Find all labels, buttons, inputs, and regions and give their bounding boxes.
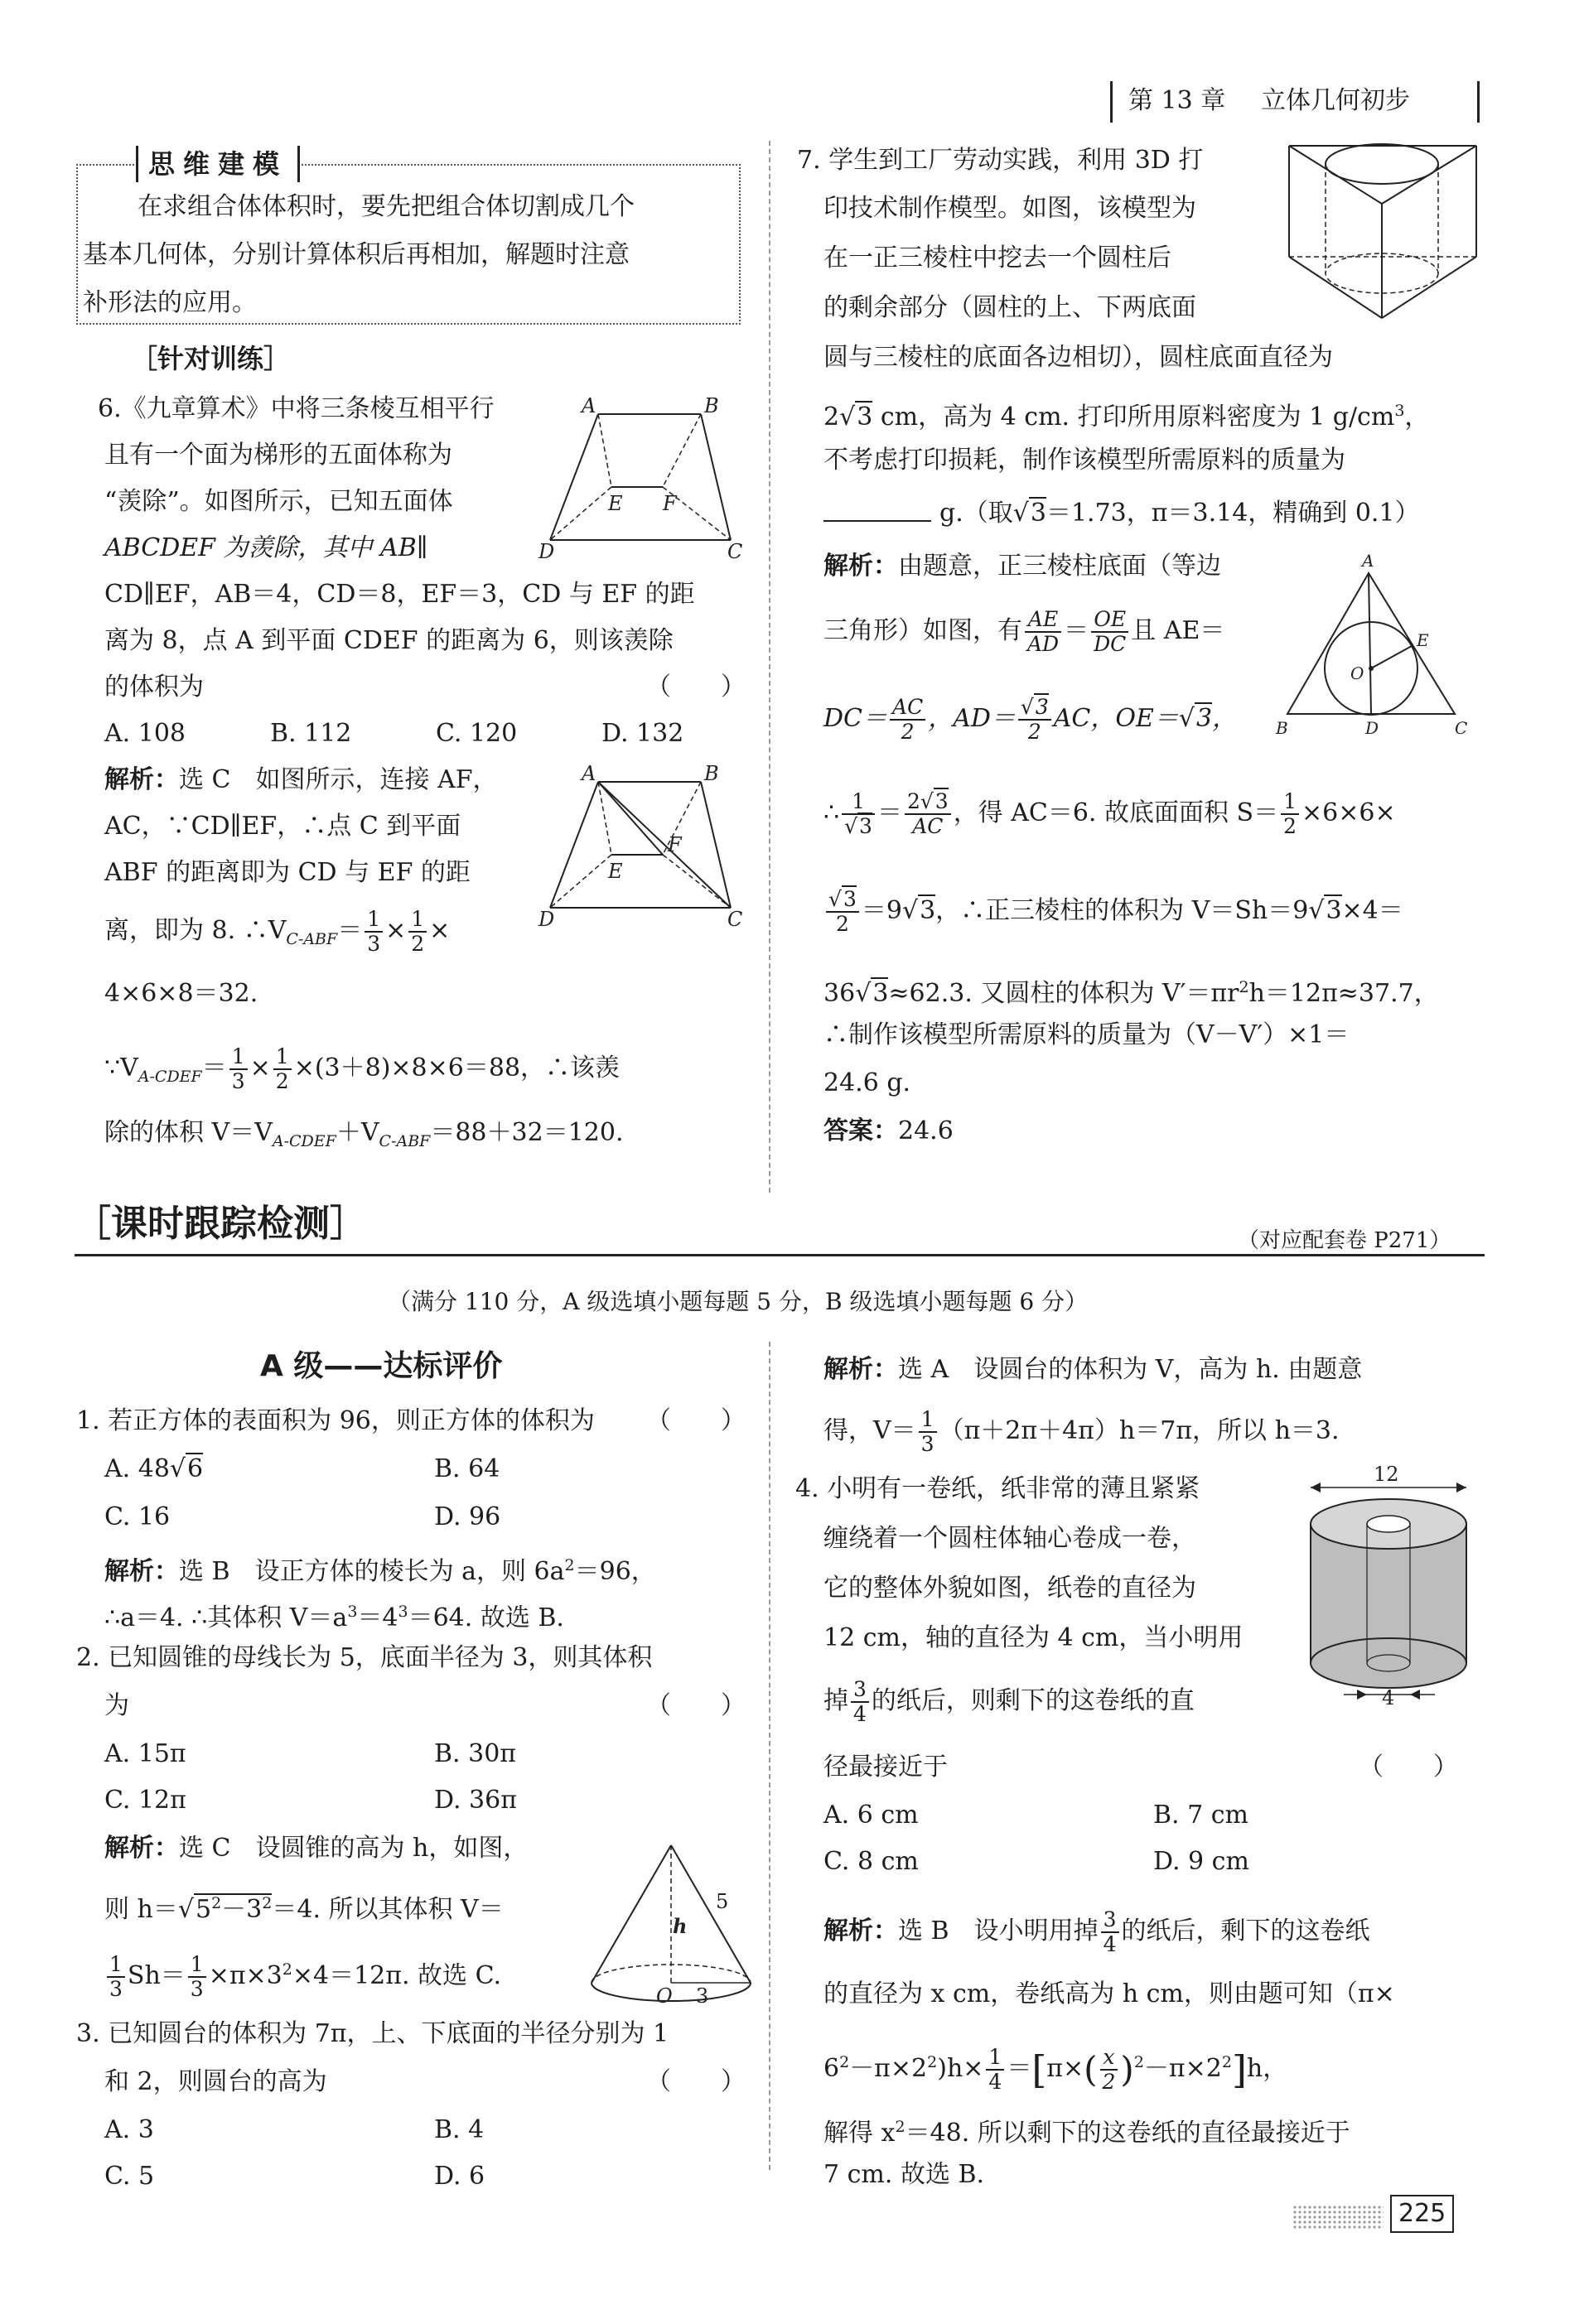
q1-option-c[interactable]: C. 16 bbox=[104, 1502, 171, 1531]
header-title: 立体几何初步 bbox=[1261, 86, 1410, 115]
q6-fig1-label-b: B bbox=[704, 394, 719, 417]
page-number: 225 bbox=[1390, 2195, 1454, 2233]
q1-analysis-label: 解析： bbox=[104, 1557, 179, 1586]
q2-option-d[interactable]: D. 36π bbox=[434, 1786, 517, 1815]
q3-stem-line-1: 3. 已知圆台的体积为 7π，上、下底面的半径分别为 1 bbox=[76, 2019, 669, 2048]
q7-analysis-line-7: ∴制作该模型所需原料的质量为（V－V′）×1＝ bbox=[823, 1020, 1350, 1049]
q2-analysis-line-3: $\frac{1}{3}$ Sh＝ $\frac{1}{3}$ $\times\pi\times 3^2\times 4=12\pi$. 故选 C. bbox=[104, 1946, 501, 2001]
q7-line-6: 2√3 cm，高为 4 cm. 打印所用原料密度为 1 $g/cm^3$， bbox=[823, 402, 1430, 432]
q7-analysis-line-3: DC＝ $\frac{AC}{2}$ ，AD＝ $\frac{√3}{2}$ AC，OE＝√3， bbox=[823, 695, 1238, 744]
q6-fig2-label-d: D bbox=[538, 908, 555, 931]
q6-analysis-line-3: ABF 的距离即为 CD 与 EF 的距 bbox=[104, 858, 471, 887]
q3-option-a[interactable]: A. 3 bbox=[104, 2115, 154, 2144]
q3-analysis-label: 解析： bbox=[823, 1355, 898, 1384]
q3-option-d[interactable]: D. 6 bbox=[434, 2162, 485, 2191]
section-title-text: 课时跟踪检测 bbox=[111, 1203, 330, 1245]
q6-analysis-line-6: $\because V_{A-CDEF}=$ $\frac{1}{3}$ × $\frac{1}{2}$ ×(3＋8)×8×6＝88，∴该羡 bbox=[104, 1044, 621, 1093]
q4-analysis-line-2: 的直径为 x cm，卷纸高为 h cm，则由题可知（π× bbox=[823, 1979, 1395, 2008]
q4-figure-roll bbox=[1292, 1463, 1481, 1709]
q6-fig2-label-e: E bbox=[608, 860, 623, 883]
q4-stem-line-4: 12 cm，轴的直径为 4 cm，当小明用 bbox=[823, 1623, 1244, 1652]
q2-option-b[interactable]: B. 30π bbox=[434, 1739, 517, 1768]
thinking-model-line-2: 基本几何体，分别计算体积后再相加，解题时注意 bbox=[83, 240, 630, 269]
q2-figure-cone bbox=[580, 1840, 762, 2009]
q3-bracket: （ ） bbox=[646, 2067, 746, 2096]
q4-stem-line-3: 它的整体外貌如图，纸卷的直径为 bbox=[823, 1574, 1196, 1603]
q7-answer-line bbox=[823, 1108, 954, 1155]
q7-line-1: 7. 学生到工厂劳动实践，利用 3D 打 bbox=[797, 146, 1204, 175]
q1-analysis-line-2: ∴a＝4. ∴其体积 $V=a^3=4^3=64$. 故选 B. bbox=[104, 1603, 564, 1632]
q6-option-b[interactable]: B. 112 bbox=[270, 719, 352, 748]
q4-option-b[interactable]: B. 7 cm bbox=[1153, 1801, 1248, 1830]
q4-stem-line-6: 径最接近于 bbox=[823, 1753, 948, 1782]
level-a-title: A 级——达标评价 bbox=[260, 1349, 503, 1383]
q7-analysis-label: 解析： bbox=[823, 552, 898, 581]
q6-figure-1 bbox=[538, 389, 746, 563]
thinking-model-line-3: 补形法的应用。 bbox=[83, 288, 257, 317]
q4-stem-line-2: 缠绕着一个圆柱体轴心卷成一卷， bbox=[823, 1524, 1196, 1553]
q7-line-4: 的剩余部分（圆柱的上、下两底面 bbox=[823, 293, 1196, 322]
column-divider-bottom bbox=[769, 1342, 770, 2170]
q6-option-c[interactable]: C. 120 bbox=[436, 719, 518, 748]
practice-title-text: 针对训练 bbox=[157, 343, 264, 374]
q7-analysis-line-1: 解析：由题意，正三棱柱底面（等边 bbox=[823, 552, 1221, 581]
q4-stem-line-1: 4. 小明有一卷纸，纸非常的薄且紧紧 bbox=[795, 1474, 1200, 1503]
q3-option-b[interactable]: B. 4 bbox=[434, 2115, 485, 2144]
q4-analysis-line-5: 7 cm. 故选 B. bbox=[823, 2160, 985, 2189]
q3-option-c[interactable]: C. 5 bbox=[104, 2162, 155, 2191]
q4-fig-label-4: 4 bbox=[1382, 1686, 1395, 1709]
q7-answer-value: 24.6 bbox=[898, 1116, 954, 1145]
q7-answer-label: 答案： bbox=[823, 1116, 898, 1145]
q6-fig1-label-e: E bbox=[608, 492, 623, 515]
q4-option-c[interactable]: C. 8 cm bbox=[823, 1847, 919, 1876]
q7-answer-blank[interactable] bbox=[823, 520, 931, 522]
q6-line-5: CD∥EF，AB＝4，CD＝8，EF＝3，CD 与 EF 的距 bbox=[104, 580, 695, 609]
q7-analysis-line-2: 三角形）如图，有 $\frac{AE}{AD}$ ＝ $\frac{OE}{DC}$ 且 AE＝ bbox=[823, 607, 1225, 656]
q6-analysis-line-2: AC，∵CD∥EF，∴点 C 到平面 bbox=[104, 812, 461, 841]
q4-analysis-line-3: $6^2-\pi\times 2^2)h\times$ $\frac{1}{4}$ ＝[π×( $\frac{x}{2}$ )$^2-\pi\times 2^2]h$， bbox=[823, 2045, 1288, 2094]
q6-bracket: （ ） bbox=[646, 673, 746, 702]
q6-fig1-label-a: A bbox=[582, 394, 596, 417]
q1-bracket: （ ） bbox=[646, 1406, 746, 1435]
q7-line-2: 印技术制作模型。如图，该模型为 bbox=[823, 194, 1196, 223]
q2-stem-line-1: 2. 已知圆锥的母线长为 5，底面半径为 3，则其体积 bbox=[76, 1643, 653, 1672]
q6-line-2: 且有一个面为梯形的五面体称为 bbox=[104, 441, 452, 470]
section-score: （满分 110 分，A 级选填小题每题 5 分，B 级选填小题每题 6 分） bbox=[388, 1288, 1089, 1315]
q6-line-7: 的体积为 bbox=[104, 673, 204, 702]
q2-option-a[interactable]: A. 15π bbox=[104, 1739, 186, 1768]
q1-option-a[interactable]: A. 48√6 bbox=[104, 1454, 204, 1483]
section-title: ［课时跟踪检测］ bbox=[75, 1203, 366, 1245]
q4-bracket: （ ） bbox=[1359, 1753, 1458, 1782]
q3-stem-line-2: 和 2，则圆台的高为 bbox=[104, 2067, 327, 2096]
q7-line-7: 不考虑打印损耗，制作该模型所需原料的质量为 bbox=[823, 446, 1345, 475]
q6-figure-2 bbox=[538, 764, 746, 929]
q7-figure-triangle bbox=[1276, 548, 1483, 739]
q2-analysis-label: 解析： bbox=[104, 1834, 179, 1863]
q3-analysis-line-2: 得，V＝ $\frac{1}{3}$ （π＋2π＋4π）h＝7π，所以 h＝3. bbox=[823, 1407, 1340, 1456]
q6-option-a[interactable]: A. 108 bbox=[104, 719, 186, 748]
q7-figure-prism bbox=[1287, 141, 1486, 331]
practice-title: ［针对训练］ bbox=[131, 343, 291, 374]
header-chapter: 第 13 章 bbox=[1128, 86, 1226, 115]
q7-fig-label-c: C bbox=[1455, 718, 1468, 738]
q4-fig-label-12: 12 bbox=[1374, 1463, 1399, 1486]
q6-fig2-label-a: A bbox=[582, 762, 596, 785]
q1-option-d[interactable]: D. 96 bbox=[434, 1502, 501, 1531]
q2-fig-label-o: O bbox=[656, 1984, 673, 2008]
q4-option-a[interactable]: A. 6 cm bbox=[823, 1801, 919, 1830]
q1-analysis-line-1: 解析：选 B 设正方体的棱长为 a，则 $6a^2=96$， bbox=[104, 1556, 656, 1586]
q7-fig-label-d: D bbox=[1365, 718, 1379, 738]
q1-stem: 1. 若正方体的表面积为 96，则正方体的体积为 bbox=[76, 1406, 595, 1435]
q6-line-3: “羡除”。如图所示，已知五面体 bbox=[104, 487, 453, 516]
q4-analysis-line-4: 解得 $x^2=48$. 所以剩下的这卷纸的直径最接近于 bbox=[823, 2118, 1350, 2148]
q7-fig-label-a: A bbox=[1362, 551, 1374, 571]
q7-analysis-line-5: $\frac{√3}{2}$ ＝9√3，∴正三棱柱的体积为 V＝Sh＝9√3×4＝ bbox=[823, 888, 1403, 936]
q6-line-4: ABCDEF 为羡除，其中 AB∥ bbox=[104, 533, 428, 562]
q6-fig1-label-d: D bbox=[538, 540, 555, 563]
q6-analysis-line-7: 除的体积 $V=V_{A-CDEF}+V_{C-ABF}=88+32=120$. bbox=[104, 1118, 624, 1150]
q6-line-1: 6.《九章算术》中将三条棱互相平行 bbox=[98, 394, 495, 423]
q4-analysis-line-1: 解析：选 B 设小明用掉 $\frac{3}{4}$ 的纸后，剩下的这卷纸 bbox=[823, 1907, 1370, 1956]
q4-stem-line-5: 掉 $\frac{3}{4}$ 的纸后，则剩下的这卷纸的直 bbox=[823, 1677, 1195, 1726]
thinking-model-line-1: 在求组合体体积时，要先把组合体切割成几个 bbox=[138, 192, 635, 221]
q2-analysis-line-2: 则 $h=√5^2-3^2=4$. 所以其体积 V＝ bbox=[104, 1894, 504, 1924]
q6-analysis-line-4: 离，即为 8. $\therefore V_{C-ABF}=$ $\frac{1}{3}$ × $\frac{1}{2}$ × bbox=[104, 907, 451, 956]
q6-line-6: 离为 8，点 A 到平面 CDEF 的距离为 6，则该羡除 bbox=[104, 626, 674, 655]
q2-stem-line-2: 为 bbox=[104, 1691, 129, 1720]
thinking-model-title: 思维建模 bbox=[136, 146, 300, 182]
q6-analysis-label: 解析： bbox=[104, 765, 179, 794]
q7-line-5: 圆与三棱柱的底面各边相切），圆柱底面直径为 bbox=[823, 343, 1333, 372]
q3-analysis-line-1: 解析：选 A 设圆台的体积为 V，高为 h. 由题意 bbox=[823, 1355, 1363, 1384]
q2-analysis-line-1: 解析：选 C 设圆锥的高为 h，如图， bbox=[104, 1834, 529, 1863]
q6-fig2-label-c: C bbox=[727, 908, 743, 931]
column-divider-top bbox=[769, 141, 770, 1193]
q6-option-d[interactable]: D. 132 bbox=[601, 719, 684, 748]
q6-analysis-line-1: 解析：选 C 如图所示，连接 AF， bbox=[104, 765, 498, 794]
q2-fig-label-h: h bbox=[673, 1914, 688, 1938]
footer-dots bbox=[1292, 2205, 1384, 2230]
q6-fig1-label-c: C bbox=[727, 540, 743, 563]
q2-fig-label-3: 3 bbox=[696, 1984, 709, 2008]
q7-fig-label-o: O bbox=[1350, 663, 1364, 683]
q7-fig-label-b: B bbox=[1276, 718, 1288, 738]
q4-analysis-label: 解析： bbox=[823, 1917, 898, 1946]
q4-option-d[interactable]: D. 9 cm bbox=[1153, 1847, 1249, 1876]
q2-bracket: （ ） bbox=[646, 1691, 746, 1720]
q7-analysis-line-6: 36√3≈62.3. 又圆柱的体积为 $V'=\pi r^2h=12\pi\approx 37.7$， bbox=[823, 978, 1439, 1008]
q6-fig2-label-f: F bbox=[668, 833, 682, 856]
q6-analysis-line-5: 4×6×8＝32. bbox=[104, 979, 258, 1008]
q7-line-3: 在一正三棱柱中挖去一个圆柱后 bbox=[823, 243, 1171, 272]
section-ref: （对应配套卷 P271） bbox=[1238, 1228, 1451, 1253]
q2-option-c[interactable]: C. 12π bbox=[104, 1786, 186, 1815]
q7-line-8: g.（取√3＝1.73，π＝3.14，精确到 0.1） bbox=[939, 499, 1420, 528]
q6-fig1-label-f: F bbox=[663, 492, 677, 515]
q7-fig-label-e: E bbox=[1417, 630, 1429, 650]
q7-analysis-line-8: 24.6 g. bbox=[823, 1068, 911, 1097]
q2-fig-label-5: 5 bbox=[716, 1890, 729, 1913]
q7-analysis-line-4: ∴ $\frac{1}{√3}$ ＝ $\frac{2√3}{AC}$ ，得 AC＝6. 故底面面积 S＝ $\frac{1}{2}$ ×6×6× bbox=[823, 789, 1396, 838]
q6-fig2-label-b: B bbox=[704, 762, 719, 785]
q1-option-b[interactable]: B. 64 bbox=[434, 1454, 500, 1483]
